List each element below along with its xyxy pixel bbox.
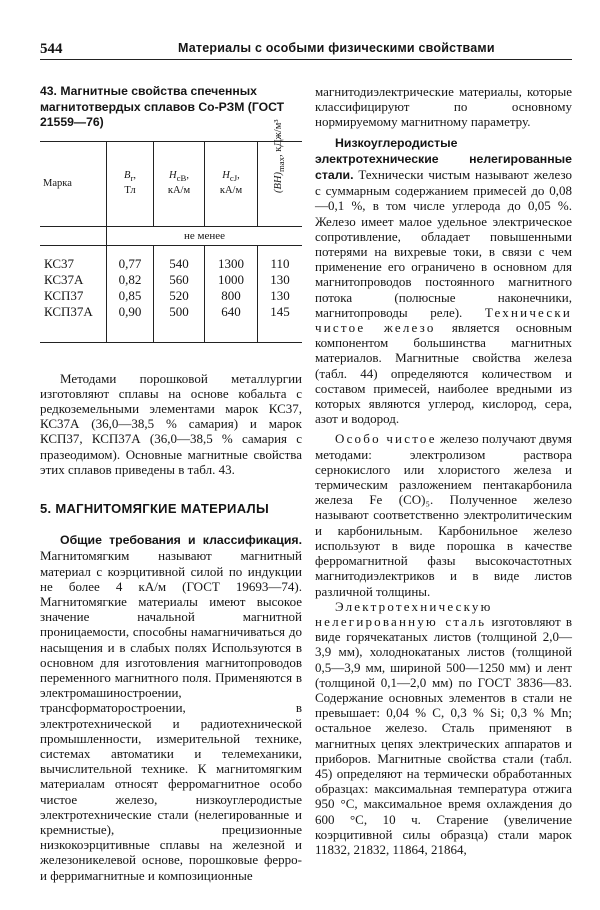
header-br: $B_r$, Тл [107, 141, 154, 226]
table-row: КСП37 0,85 520 800 130 [40, 288, 302, 304]
alloys-paragraph: Методами порошковой металлургии изготовляют сплавы на основе кобальта с редкоземельными элементами марок КС37, КС37А (36,0—38,5 % самария) и марок КСП37, КСП37А (36,0—38,5 % самария с празеодимом). Основные магнитные свойства этих сплавов приведены в табл. 43. [40, 370, 302, 477]
magnetic-properties-table [40, 119, 302, 343]
header-bhmax: $(BH)_{max}$, кДж/м³ [258, 141, 303, 226]
continued-paragraph: магнитодиэлектрические материалы, которые классифицируют по основному нормируемому магнитному параметру. [315, 84, 572, 130]
section-heading: 5. МАГНИТОМЯГКИЕ МАТЕРИАЛЫ [40, 500, 269, 516]
table-row: КС37А 0,82 560 1000 130 [40, 272, 302, 288]
page-number: 544 [40, 41, 63, 57]
min-value-label: не менее [107, 226, 303, 245]
steel-paragraph: Электротехническую нелегированную сталь изготовляют в виде горячекатаных листов (толщиной 2,0—3,9 мм), холоднокатаных листов (толщиной 0,5—3,9 мм, шириной 500—1250 мм) и лент (толщиной 0,1—2,0 мм) по ГОСТ 3836—83. Содержание основных элементов в стали не превышает: 0,04 % С, 0,3 % Si; 0,3 % Mn; остальное железо. Сталь применяют в магнитных цепях электрических аппаратов и приборов. Магнитные свойства стали (табл. 45) определяют на термически обработанных образцах: максимальная температура отжига 950 °С, максимальное время охлаждения до 600 °С, 10 ч. Старение (увеличение коэрцитивной силы образца) стали марок 11832, 21832, 11864, 21864, [315, 598, 573, 857]
header-grade: Марка [40, 141, 107, 226]
header-hcj: $H_{cJ}$, кА/м [205, 141, 258, 226]
subsection-title: Общие требования и классификация. [60, 533, 302, 548]
header-grade-blank [40, 226, 107, 245]
table-title: 43. Магнитные свойства спеченных магнитотвердых сплавов Co-РЗМ (ГОСТ 21559—76) [40, 84, 285, 129]
right-column [315, 84, 572, 857]
left-column [40, 84, 302, 883]
running-title: Материалы с особыми физическими свойствами [178, 41, 495, 55]
steel-term: Электротехническую нелегированную сталь [315, 598, 493, 629]
low-carbon-paragraph: Низкоуглеродистые электротехнические нелегированные стали. Технически чистым называют железо с суммарным содержанием примесей до 0,08—0,1 %, в том числе углерода до 0,05 %. Железо имеет малое удельное электрическое сопротивление, обладает повышенными потерями на вихревые токи, в связи с чем применение его ограничено в основном для магнитопроводов постоянного магнитного потока (полюсные наконечники, магнитопроводы реле). Технически чистое железо является основным компонентом большинства магнитных материалов. Магнитные свойства железа (табл. 44) определяются количеством и составом примесей, наиболее вредными из которых являются углерод, кислород, сера, азот и водород. [315, 135, 573, 427]
header-hcb: $H_{cB}$, кА/м [154, 141, 205, 226]
table-row: КСП37А 0,90 500 640 145 [40, 304, 302, 343]
table-row: КС37 0,77 540 1300 110 [40, 245, 302, 272]
running-header [40, 33, 572, 60]
extra-pure-paragraph: Особо чистое железо получают двумя методами: электролизом раствора сернокислого или хлористого железа и термическим разложением пентакарбонила железа Fe (CO)₅. Полученное железо называют соответственно электролитическим и карбонильным. Карбонильное железо используют в виде порошка в качестве ферромагнитной фазы высокочастотных магнитодиэлектриков и в виде листов различной толщины. [315, 431, 572, 599]
tech-pure-term: Технически чистое железо [315, 304, 572, 336]
soft-materials-paragraph: Общие требования и классификация. Магнитомягким называют магнитный материал с коэрцитивной силой по индукции не более 4 кА/м (ГОСТ 19693—74). Магнитомягкие материалы имеют высокое значение начальной магнитной проницаемости, способны намагничиваться до насыщения и в слабых полях Используются в основном для изготовления магнитопроводов переменного магнитного поля. Применяются в электромашиностроении, трансформаторостроении, в электротехнической и радиотехнической промышленности, измерительной технике, системах автоматики и телемеханики, вычислительной технике. К магнитомягким материалам относят ферромагнитное особо чистое железо, низкоуглеродистые электротехнические стали (нелегированные и кремнистые), прецизионные низкокоэрцитивные сплавы на железной и железоникелевой основе, порошковые ферро- и ферримагнитные и композиционные [40, 533, 302, 883]
low-carbon-title: Низкоуглеродистые электротехнические нелегированные стали. [315, 135, 572, 183]
extra-pure-term: Особо чистое [335, 431, 437, 447]
